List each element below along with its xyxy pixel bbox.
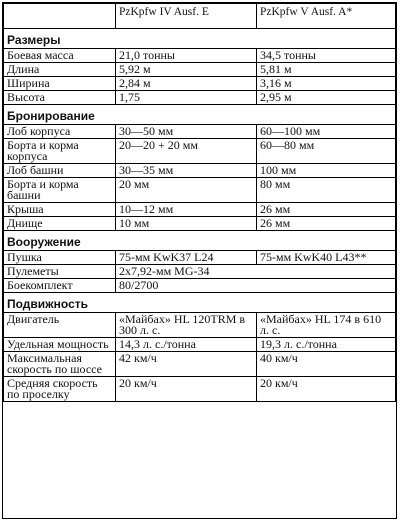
header-row xyxy=(4,4,396,29)
row-value-tank-2: 3,16 м xyxy=(257,77,396,91)
section-title: Подвижность xyxy=(4,293,396,313)
row-value-tank-2: 40 км/ч xyxy=(257,352,396,377)
spec-table xyxy=(3,3,396,402)
row-label: Крыша xyxy=(4,203,116,217)
row-label: Высота xyxy=(4,91,116,105)
row-label: Пушка xyxy=(4,251,116,265)
row-value-tank-1: 14,3 л. с./тонна xyxy=(116,338,257,352)
section-title: Вооружение xyxy=(4,231,396,251)
table-row xyxy=(4,203,396,217)
section-header xyxy=(4,29,396,49)
row-value-tank-1: 2,84 м xyxy=(116,77,257,91)
row-value-tank-2: 2,95 м xyxy=(257,91,396,105)
row-value-tank-2: 26 мм xyxy=(257,217,396,231)
row-label: Максимальная скорость по шоссе xyxy=(4,352,116,377)
row-value-tank-2: «Майбах» HL 174 в 610 л. с. xyxy=(257,313,396,338)
row-value-tank-1: 20—20 + 20 мм xyxy=(116,139,257,164)
row-label: Лоб корпуса xyxy=(4,125,116,139)
row-value-tank-2: 34,5 тонны xyxy=(257,49,396,63)
table-row xyxy=(4,91,396,105)
table-row xyxy=(4,63,396,77)
row-value-tank-2: 100 мм xyxy=(257,164,396,178)
row-value-tank-2: 5,81 м xyxy=(257,63,396,77)
row-value-tank-2: 75-мм KwK40 L43** xyxy=(257,251,396,265)
table-row xyxy=(4,265,396,279)
row-value-tank-2: 19,3 л. с./тонна xyxy=(257,338,396,352)
row-value-tank-2: 20 км/ч xyxy=(257,377,396,402)
section-header xyxy=(4,293,396,313)
row-value-tank-2: 80 мм xyxy=(257,178,396,203)
table-row xyxy=(4,352,396,377)
row-label: Средняя скорость по проселку xyxy=(4,377,116,402)
table-row xyxy=(4,217,396,231)
row-value-tank-1: 20 км/ч xyxy=(116,377,257,402)
table-row xyxy=(4,49,396,63)
row-value-tank-2: 60—80 мм xyxy=(257,139,396,164)
row-label: Боекомплект xyxy=(4,279,116,293)
row-value-tank-1: 10—12 мм xyxy=(116,203,257,217)
table-row xyxy=(4,377,396,402)
row-value-tank-1: 20 мм xyxy=(116,178,257,203)
table-row xyxy=(4,338,396,352)
row-value-tank-2: 26 мм xyxy=(257,203,396,217)
header-tank-1: PzKpfw IV Ausf. E xyxy=(116,4,257,29)
row-value-tank-1: 75-мм KwK37 L24 xyxy=(116,251,257,265)
spec-document xyxy=(2,2,397,519)
section-title: Размеры xyxy=(4,29,396,49)
table-row xyxy=(4,279,396,293)
row-value-shared: 2х7,92-мм MG-34 xyxy=(116,265,396,279)
header-corner xyxy=(4,4,116,29)
table-row xyxy=(4,178,396,203)
row-label: Лоб башни xyxy=(4,164,116,178)
table-row xyxy=(4,139,396,164)
row-value-tank-1: 30—50 мм xyxy=(116,125,257,139)
row-value-tank-1: 42 км/ч xyxy=(116,352,257,377)
row-value-tank-1: «Майбах» HL 120TRM в 300 л. с. xyxy=(116,313,257,338)
row-label: Днище xyxy=(4,217,116,231)
row-label: Боевая масса xyxy=(4,49,116,63)
row-value-tank-1: 1,75 xyxy=(116,91,257,105)
row-label: Удельная мощность xyxy=(4,338,116,352)
row-value-tank-1: 10 мм xyxy=(116,217,257,231)
table-row xyxy=(4,164,396,178)
section-header xyxy=(4,231,396,251)
table-row xyxy=(4,313,396,338)
table-row xyxy=(4,77,396,91)
header-tank-2: PzKpfw V Ausf. A* xyxy=(257,4,396,29)
row-label: Борта и корма башни xyxy=(4,178,116,203)
row-label: Двигатель xyxy=(4,313,116,338)
row-label: Ширина xyxy=(4,77,116,91)
table-row xyxy=(4,125,396,139)
row-value-tank-1: 30—35 мм xyxy=(116,164,257,178)
row-value-tank-2: 60—100 мм xyxy=(257,125,396,139)
row-label: Борта и корма корпуса xyxy=(4,139,116,164)
row-label: Пулеметы xyxy=(4,265,116,279)
row-value-tank-1: 5,92 м xyxy=(116,63,257,77)
table-row xyxy=(4,251,396,265)
section-title: Бронирование xyxy=(4,105,396,125)
row-label: Длина xyxy=(4,63,116,77)
row-value-shared: 80/2700 xyxy=(116,279,396,293)
row-value-tank-1: 21,0 тонны xyxy=(116,49,257,63)
section-header xyxy=(4,105,396,125)
